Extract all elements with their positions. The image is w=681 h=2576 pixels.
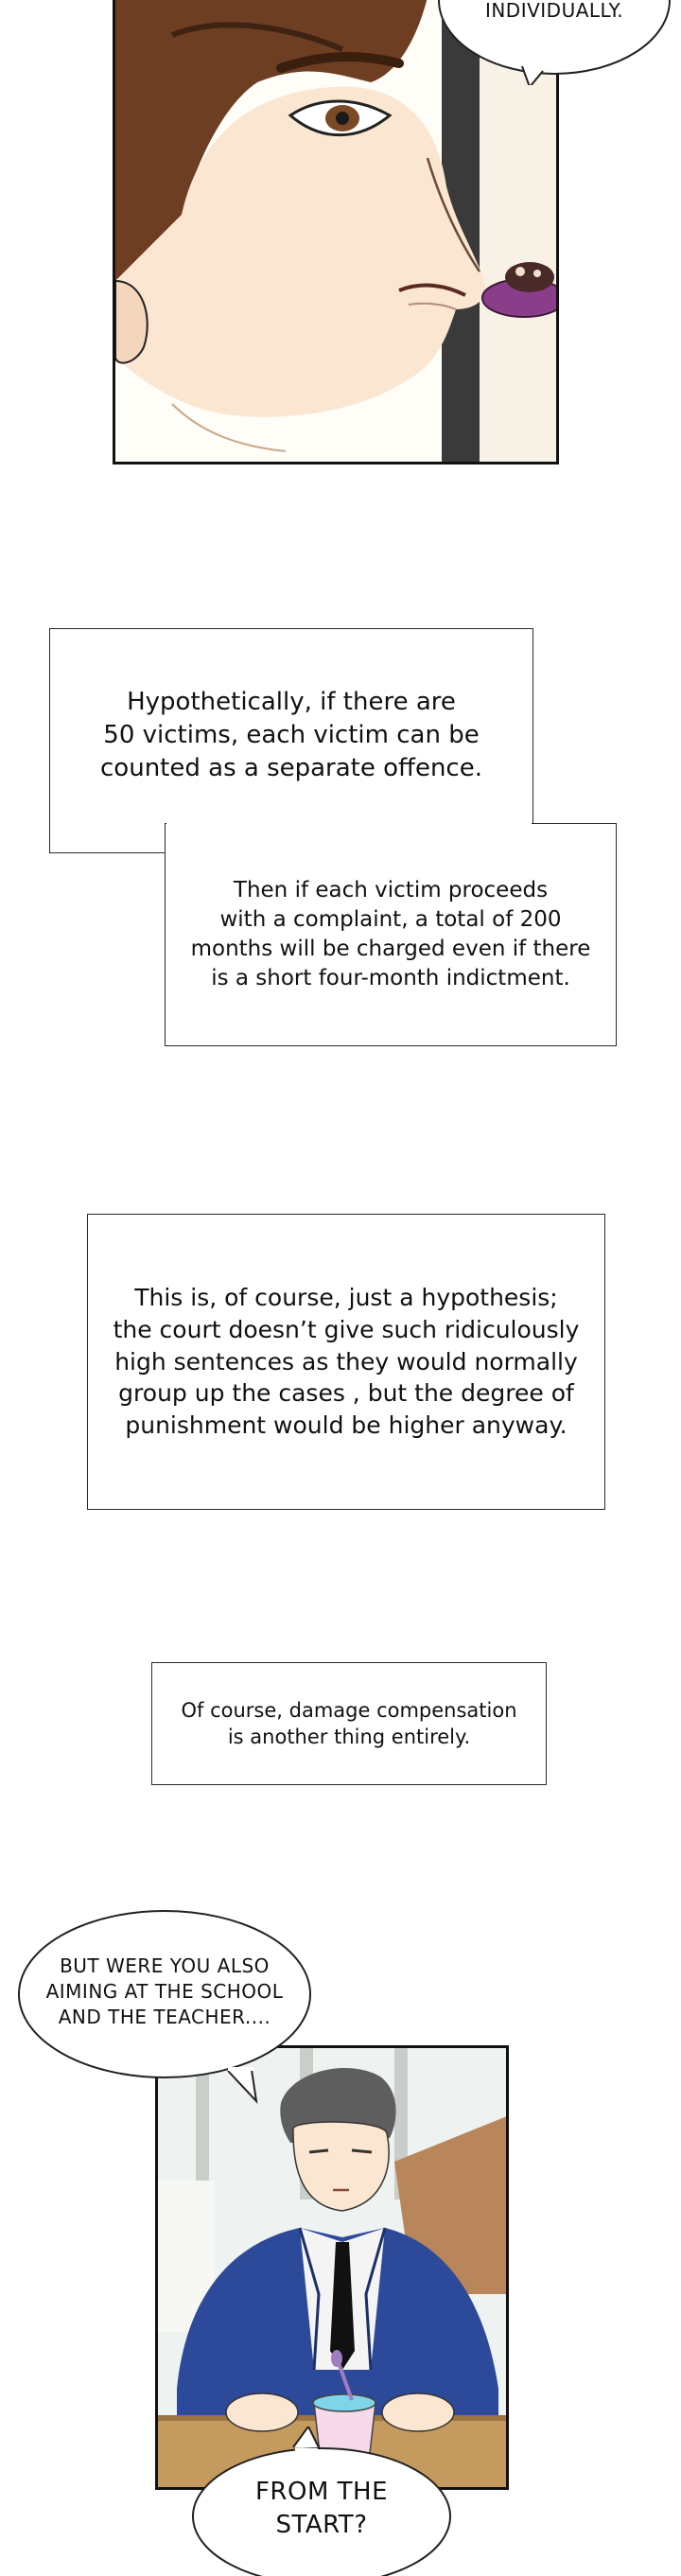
caption-text-complaint: Then if each victim proceeds with a complaint, a total of 200 months will be charged even if there is a short four-month indictment. <box>190 877 591 991</box>
speech-bubble-individually <box>437 0 672 76</box>
man-in-suit-illustration <box>158 2048 509 2490</box>
bubble-text-from-start: FROM THE START? <box>254 2478 389 2540</box>
bubble-text-aiming: BUT WERE YOU ALSO AIMING AT THE SCHOOL AND THE TEACHER.... <box>45 1954 284 2028</box>
speech-bubble-from-start <box>189 2427 454 2576</box>
caption-box-hypothesis <box>87 1214 605 1510</box>
caption-box-compensation <box>151 1662 547 1785</box>
speech-bubble-aiming <box>15 1904 314 2094</box>
caption-box-complaint <box>165 823 617 1046</box>
caption-text-hypothetical: Hypothetically, if there are 50 victims, each victim can be counted as a separate offence. <box>100 688 482 783</box>
caption-text-compensation: Of course, damage compensation is another thing entirely. <box>181 1698 517 1748</box>
panel-man-in-suit <box>155 2045 509 2490</box>
caption-seam-cover <box>166 823 532 855</box>
caption-text-hypothesis: This is, of course, just a hypothesis; the court doesn’t give such ridiculously high sentences as they would normally group up the cases , but the degree of punishment would be higher anyway. <box>113 1284 580 1440</box>
bubble-text-individually: INDIVIDUALLY. <box>484 0 624 22</box>
caption-box-hypothetical <box>49 628 533 853</box>
